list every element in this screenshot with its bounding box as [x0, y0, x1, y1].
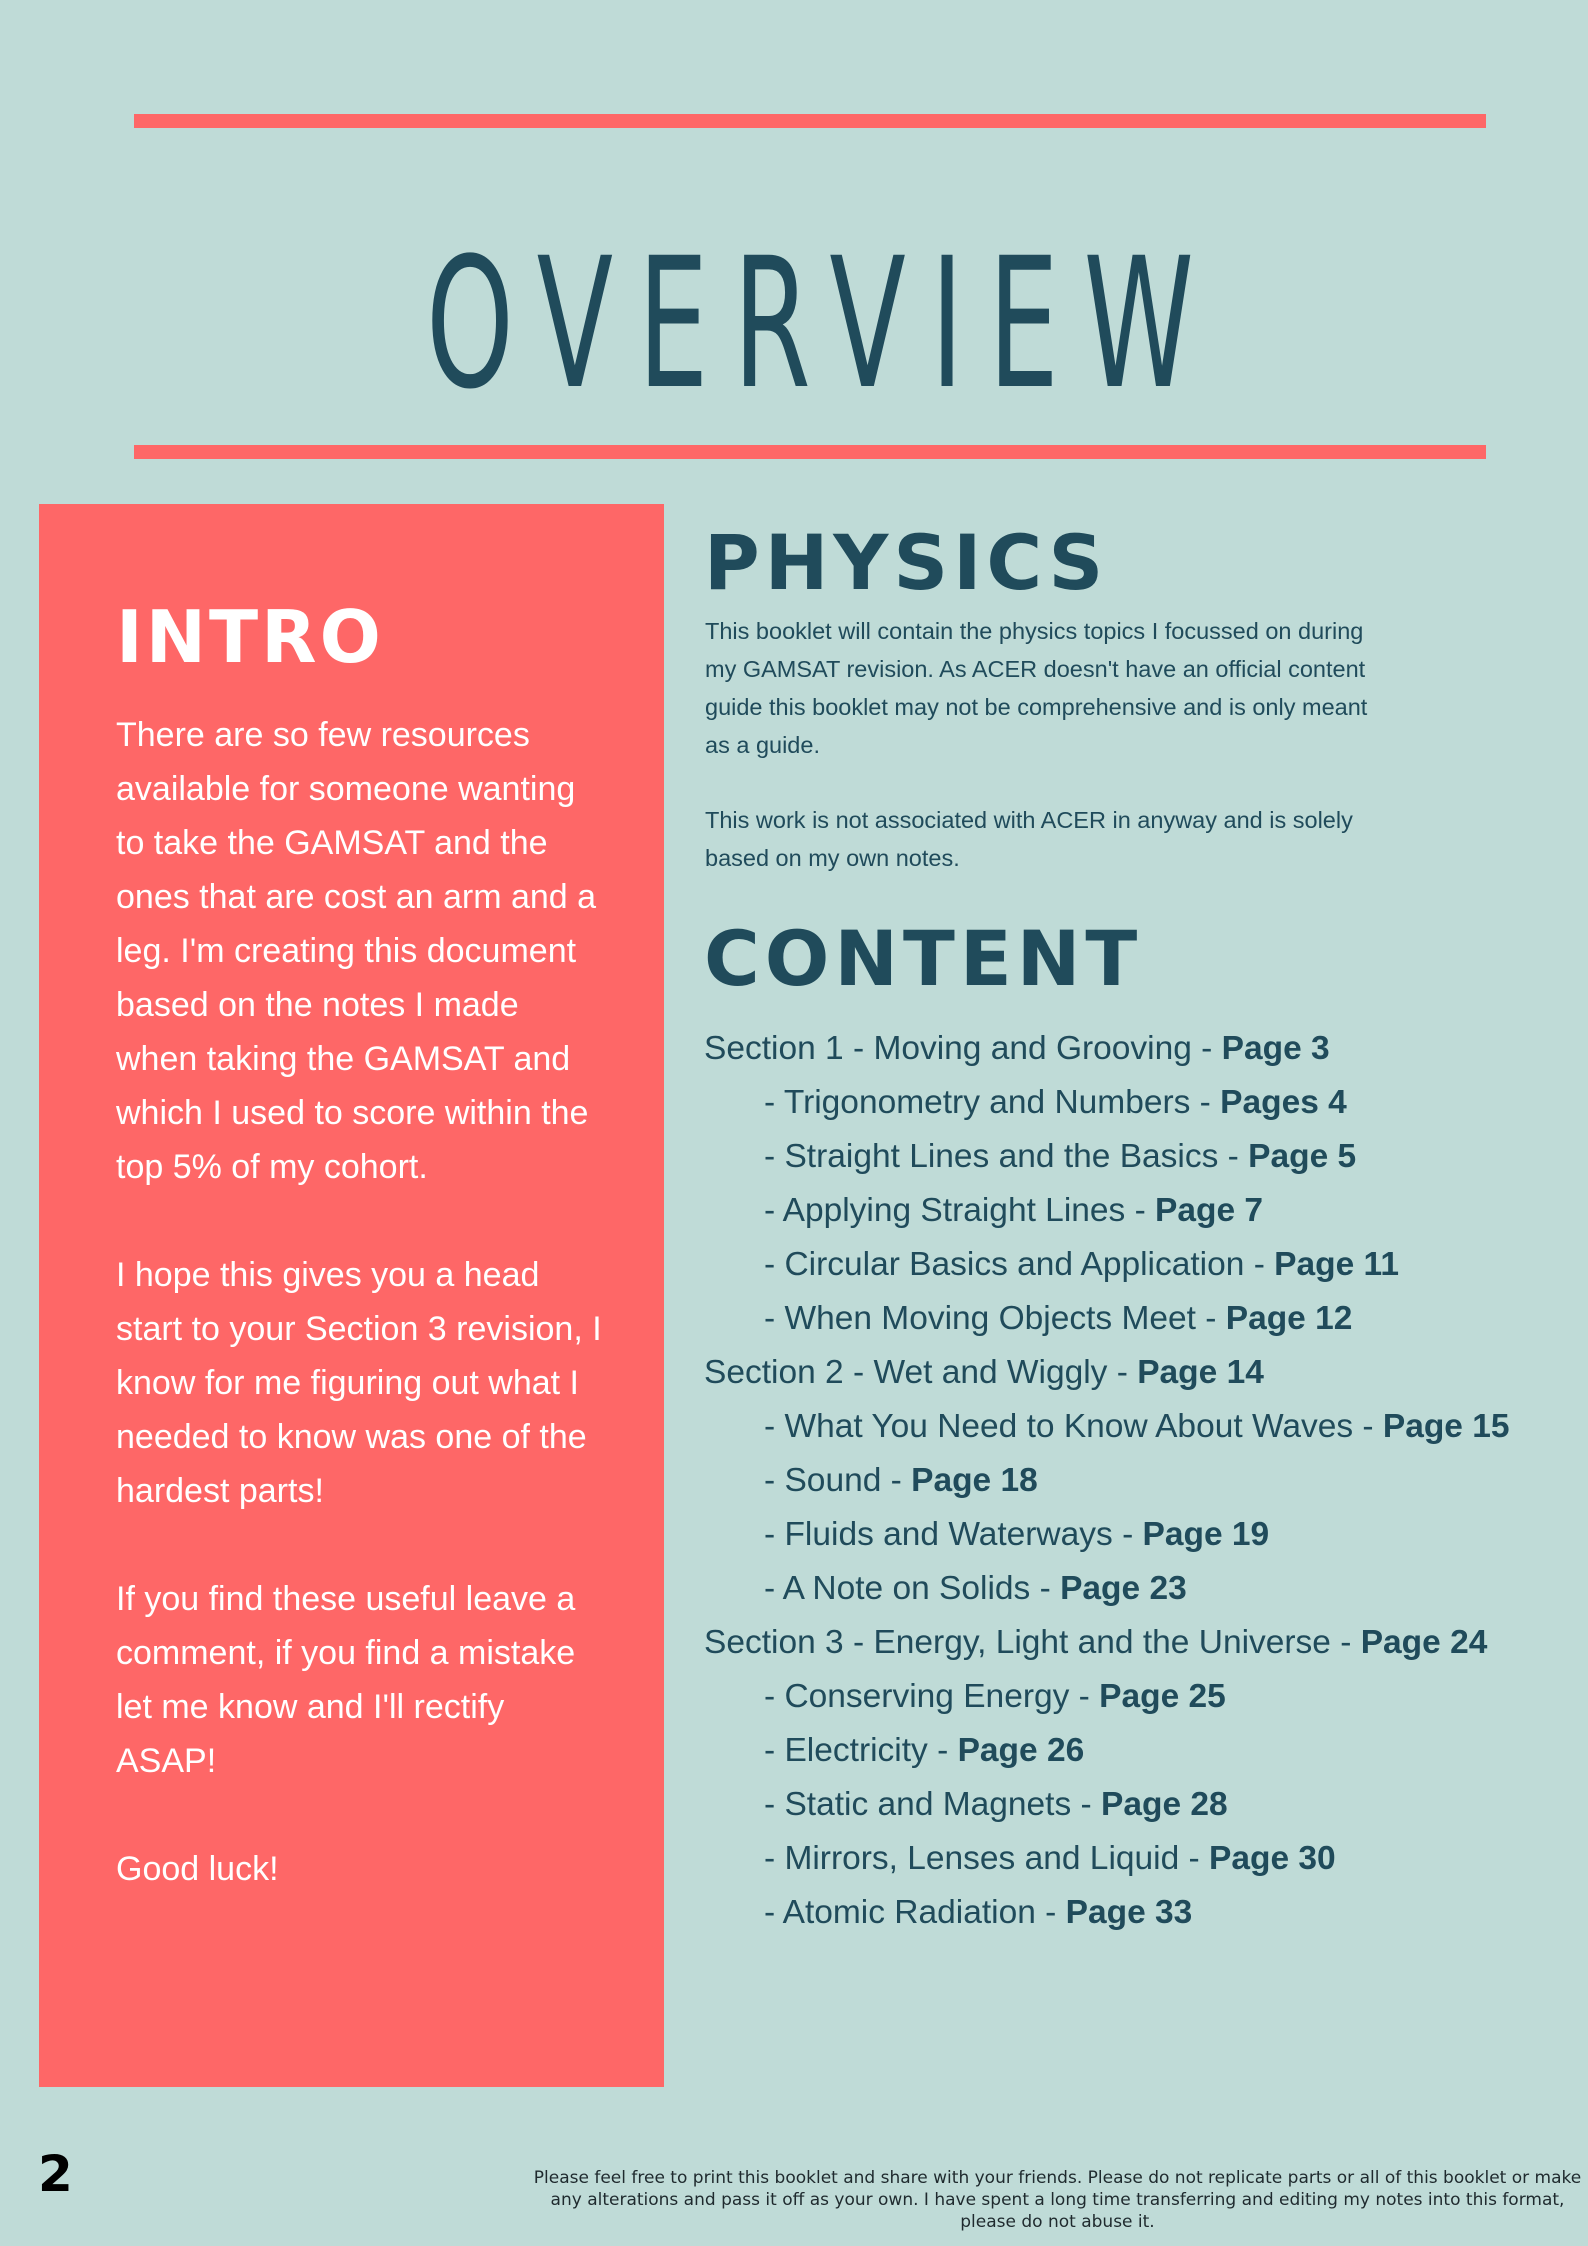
toc-item-label: Section 2 - Wet and Wiggly -	[704, 1354, 1138, 1391]
intro-paragraph-4: Good luck!	[116, 1850, 279, 1888]
toc-subsection-item	[704, 1562, 1584, 1616]
physics-description	[705, 612, 1385, 877]
toc-item-label: - Applying Straight Lines -	[764, 1192, 1156, 1229]
physics-paragraph-2: This work is not associated with ACER in anyway and is solely based on my own notes.	[705, 807, 1353, 871]
toc-item-page: Page 14	[1137, 1354, 1264, 1391]
toc-item-label: - Atomic Radiation -	[764, 1894, 1066, 1931]
toc-subsection-item	[704, 1778, 1584, 1832]
physics-paragraph-1: This booklet will contain the physics topics I focussed on during my GAMSAT revision. As ACER doesn't have an official content guide this booklet may not be comprehensive and is only meant as a guide.	[705, 618, 1368, 758]
toc-subsection-item	[704, 1238, 1584, 1292]
toc-subsection-item	[704, 1724, 1584, 1778]
toc-item-page: Page 23	[1060, 1570, 1187, 1607]
intro-panel	[39, 504, 664, 2087]
toc-section-item	[704, 1022, 1584, 1076]
content-heading: CONTENT	[704, 914, 1143, 1003]
toc-item-page: Pages 4	[1220, 1084, 1347, 1121]
toc-subsection-item	[704, 1508, 1584, 1562]
toc-item-page: Page 25	[1099, 1678, 1226, 1715]
toc-item-page: Page 28	[1101, 1786, 1228, 1823]
toc-subsection-item	[704, 1130, 1584, 1184]
page-title: OVERVIEW	[426, 220, 1219, 429]
toc-item-label: - Circular Basics and Application -	[764, 1246, 1275, 1283]
intro-paragraph-1: There are so few resources available for someone wanting to take the GAMSAT and the ones that are cost an arm and a leg. I'm creating this document based on the notes I made when taking the GAMSAT and which I used to score within the top 5% of my cohort.	[116, 716, 597, 1186]
toc-section-item	[704, 1616, 1584, 1670]
toc-item-page: Page 30	[1209, 1840, 1336, 1877]
toc-item-page: Page 11	[1274, 1246, 1399, 1283]
toc-subsection-item	[704, 1292, 1584, 1346]
toc-subsection-item	[704, 1400, 1584, 1454]
toc-item-page: Page 7	[1155, 1192, 1264, 1229]
toc-item-page: Page 3	[1221, 1030, 1330, 1067]
toc-item-label: Section 3 - Energy, Light and the Universe -	[704, 1624, 1361, 1661]
toc-item-label: - Sound -	[764, 1462, 912, 1499]
intro-paragraph-3: If you find these useful leave a comment, if you find a mistake let me know and I'll rectify ASAP!	[116, 1580, 576, 1780]
toc-item-label: - Straight Lines and the Basics -	[764, 1138, 1249, 1175]
intro-paragraph-2: I hope this gives you a head start to your Section 3 revision, I know for me figuring out what I needed to know was one of the hardest parts!	[116, 1256, 602, 1510]
toc-item-label: - Mirrors, Lenses and Liquid -	[764, 1840, 1209, 1877]
physics-heading: PHYSICS	[704, 518, 1109, 607]
page-number: 2	[38, 2145, 73, 2203]
toc-item-page: Page 5	[1248, 1138, 1357, 1175]
toc-subsection-item	[704, 1454, 1584, 1508]
toc-subsection-item	[704, 1076, 1584, 1130]
right-column	[704, 518, 1584, 1940]
footer-disclaimer: Please feel free to print this booklet and share with your friends. Please do not replicate parts or all of this booklet or make any alterations and pass it off as your own. I have spent a long time transferring and editing my notes into this format, please do not abuse it.	[533, 2168, 1582, 2232]
toc-item-page: Page 33	[1065, 1894, 1193, 1931]
toc-subsection-item	[704, 1670, 1584, 1724]
toc-section-item	[704, 1346, 1584, 1400]
toc-item-page: Page 18	[911, 1462, 1038, 1499]
toc-item-page: Page 12	[1225, 1300, 1353, 1337]
toc-subsection-item	[704, 1886, 1584, 1940]
toc-item-page: Page 19	[1142, 1516, 1270, 1553]
toc-item-page: Page 26	[957, 1732, 1085, 1769]
toc-item-label: - A Note on Solids -	[764, 1570, 1061, 1607]
toc-item-label: - Electricity -	[764, 1732, 958, 1769]
toc-item-page: Page 15	[1382, 1408, 1510, 1445]
intro-heading: INTRO	[116, 595, 384, 679]
toc-item-label: - Trigonometry and Numbers -	[764, 1084, 1221, 1121]
toc-item-label: - Fluids and Waterways -	[764, 1516, 1143, 1553]
toc-subsection-item	[704, 1184, 1584, 1238]
title-underline-rule	[134, 445, 1486, 459]
toc-item-label: Section 1 - Moving and Grooving -	[704, 1030, 1222, 1067]
top-accent-rule	[134, 114, 1486, 128]
toc-subsection-item	[704, 1832, 1584, 1886]
toc-item-page: Page 24	[1360, 1624, 1488, 1661]
toc-item-label: - When Moving Objects Meet -	[764, 1300, 1226, 1337]
toc-item-label: - What You Need to Know About Waves -	[764, 1408, 1383, 1445]
table-of-contents	[704, 1022, 1584, 1940]
toc-item-label: - Conserving Energy -	[764, 1678, 1100, 1715]
toc-item-label: - Static and Magnets -	[764, 1786, 1102, 1823]
